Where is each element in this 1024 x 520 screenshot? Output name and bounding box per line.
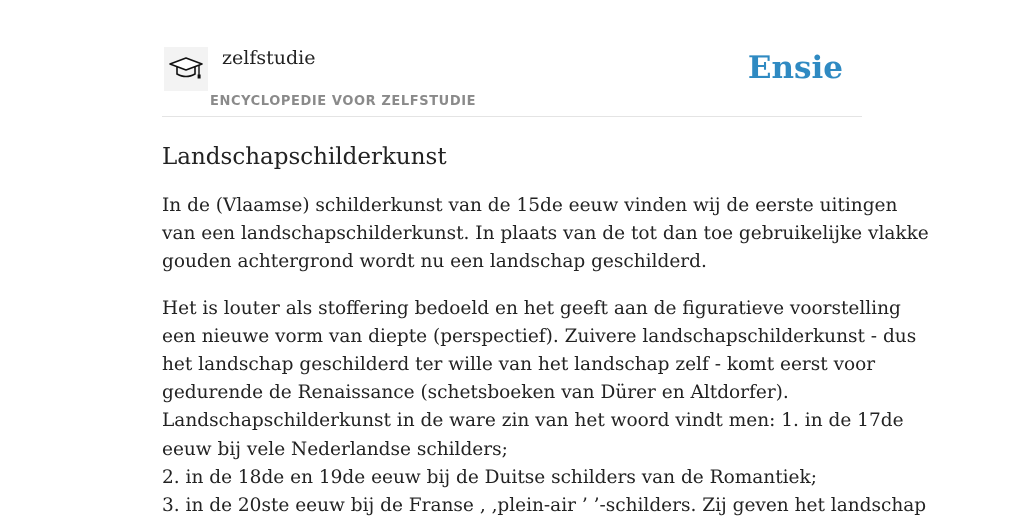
paragraph-line: van een landschapschilderkunst. In plaats van de tot dan toe gebruikelijke vlakke — [162, 223, 929, 245]
article-title: Landschapschilderkunst — [162, 144, 447, 170]
article-paragraph — [162, 295, 927, 520]
site-logo[interactable] — [164, 47, 208, 91]
paragraph-line: In de (Vlaamse) schilderkunst van de 15de eeuw vinden wij de eerste uitingen — [162, 195, 898, 216]
paragraph-line: gouden achtergrond wordt nu een landschap geschilderd. — [162, 251, 707, 273]
paragraph-line: 2. in de 18de en 19de eeuw bij de Duitse schilders van de Romantiek; — [162, 466, 817, 488]
article-paragraph — [162, 192, 929, 277]
site-header — [162, 0, 862, 117]
page — [162, 0, 929, 520]
brand-logo-link[interactable]: Ensie — [747, 50, 843, 86]
site-name[interactable]: zelfstudie — [222, 47, 316, 69]
site-tagline: ENCYCLOPEDIE VOOR ZELFSTUDIE — [210, 94, 477, 109]
paragraph-line: een nieuwe vorm van diepte (perspectief). Zuivere landschapschilderkunst - dus — [162, 325, 917, 347]
paragraph-line: Het is louter als stoffering bedoeld en het geeft aan de figuratieve voorstelling — [162, 297, 901, 319]
paragraph-line: Landschapschilderkunst in de ware zin van het woord vindt men: 1. in de 17de — [162, 410, 904, 432]
graduation-cap-icon — [168, 55, 204, 83]
paragraph-line: eeuw bij vele Nederlandse schilders; — [162, 438, 508, 460]
paragraph-line: 3. in de 20ste eeuw bij de Franse ‚ ‚plein-air ’ ’-schilders. Zij geven het landschap — [162, 495, 927, 517]
paragraph-line: gedurende de Renaissance (schetsboeken van Dürer en Altdorfer). — [162, 382, 789, 404]
paragraph-line: het landschap geschilderd ter wille van het landschap zelf - komt eerst voor — [162, 354, 876, 376]
